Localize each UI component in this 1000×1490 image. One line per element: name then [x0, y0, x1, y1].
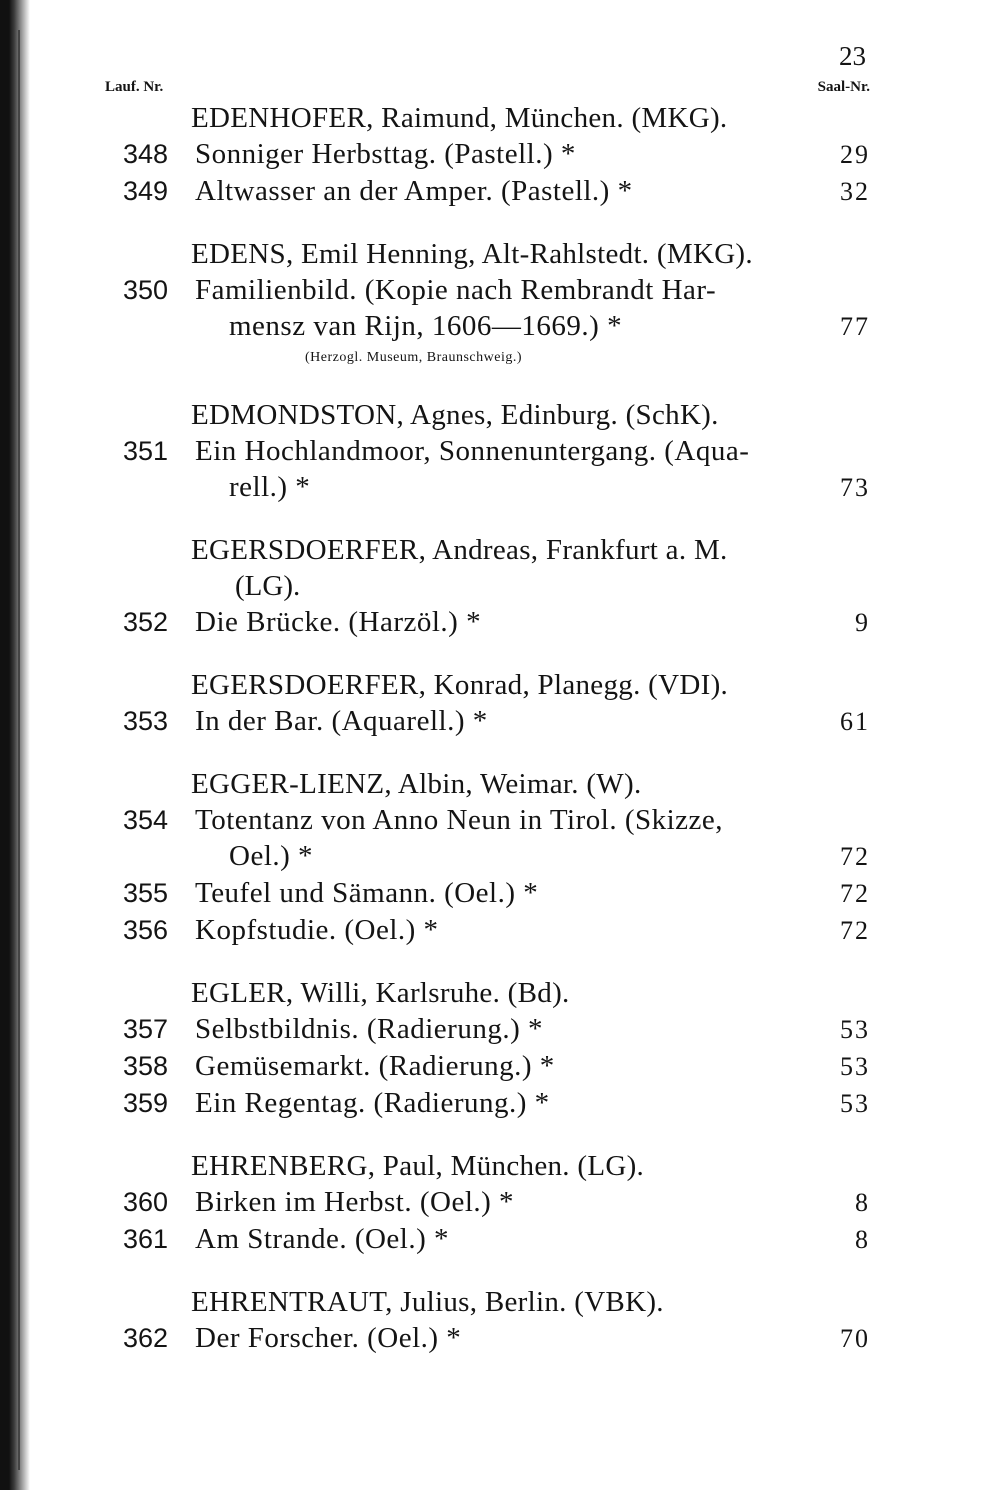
entry-title: Selbstbildnis. (Radierung.) * [195, 1013, 543, 1045]
entry-number: 349 [123, 176, 169, 206]
entry-title: Ein Hochlandmoor, Sonnenuntergang. (Aqua- [195, 435, 750, 467]
catalog-entry [105, 1085, 870, 1122]
artist-block [105, 100, 870, 210]
artist-name: EHRENBERG, Paul, München. (LG). [191, 1150, 645, 1182]
artist-block [105, 236, 870, 371]
room-number: 72 [840, 916, 870, 945]
entry-note: (Herzogl. Museum, Braunschweig.) [305, 350, 523, 365]
artist-block [105, 667, 870, 740]
entry-title: Sonniger Herbsttag. (Pastell.) * [195, 138, 576, 170]
entry-number: 354 [123, 805, 169, 835]
room-number: 53 [840, 1015, 870, 1044]
artist-list [105, 100, 870, 1357]
artist-name: EGERSDOERFER, Andreas, Frankfurt a. M. [191, 534, 728, 566]
entry-number: 362 [123, 1323, 169, 1353]
entry-title: Ein Regentag. (Radierung.) * [195, 1087, 550, 1119]
entry-title: Altwasser an der Amper. (Pastell.) * [195, 175, 633, 207]
catalog-entry [105, 802, 870, 838]
catalog-entry [105, 433, 870, 469]
entry-title: Gemüsemarkt. (Radierung.) * [195, 1050, 555, 1082]
catalog-entry [105, 604, 870, 641]
entry-title-continued: mensz van Rijn, 1606—1669.) * [229, 310, 623, 342]
entry-title-continued: rell.) * [229, 471, 311, 503]
room-number: 73 [840, 473, 870, 502]
artist-name: EDENS, Emil Henning, Alt-Rahlstedt. (MKG). [191, 238, 753, 270]
entry-continuation [105, 838, 870, 875]
room-number: 77 [840, 312, 870, 341]
entry-continuation [105, 469, 870, 506]
entry-title: Birken im Herbst. (Oel.) * [195, 1186, 515, 1218]
page-number: 23 [839, 41, 866, 71]
catalog-entry [105, 272, 870, 308]
room-number: 72 [840, 879, 870, 908]
catalog-entry [105, 1184, 870, 1221]
catalog-entry [105, 1011, 870, 1048]
entry-number: 355 [123, 878, 169, 908]
artist-name: EDENHOFER, Raimund, München. (MKG). [191, 102, 728, 134]
book-spine-shadow [0, 0, 36, 1490]
artist-block [105, 1284, 870, 1357]
entry-title: Die Brücke. (Harzöl.) * [195, 606, 482, 638]
artist-name: EGLER, Willi, Karlsruhe. (Bd). [191, 977, 570, 1009]
entry-number: 348 [123, 139, 169, 169]
catalog-entry [105, 1221, 870, 1258]
room-number: 8 [855, 1225, 870, 1254]
catalog-entry [105, 912, 870, 949]
catalog-entry [105, 1048, 870, 1085]
catalog-entry [105, 703, 870, 740]
room-number: 72 [840, 842, 870, 871]
lauf-nr-header: Lauf. Nr. [105, 79, 164, 95]
artist-block [105, 532, 870, 641]
entry-number: 353 [123, 706, 169, 736]
catalog-entry [105, 875, 870, 912]
entry-title: Der Forscher. (Oel.) * [195, 1322, 462, 1354]
artist-name: EGERSDOERFER, Konrad, Planegg. (VDI). [191, 669, 729, 701]
entry-number: 351 [123, 436, 169, 466]
entry-title: Familienbild. (Kopie nach Rembrandt Har- [195, 274, 717, 306]
column-headers [105, 74, 870, 100]
artist-block [105, 975, 870, 1122]
entry-title: In der Bar. (Aquarell.) * [195, 705, 488, 737]
catalog-page [105, 38, 870, 1357]
artist-block [105, 397, 870, 506]
entry-number: 360 [123, 1187, 169, 1217]
catalog-entry [105, 136, 870, 173]
room-number: 29 [840, 140, 870, 169]
artist-name: EDMONDSTON, Agnes, Edinburg. (SchK). [191, 399, 719, 431]
artist-name-continued: (LG). [235, 570, 301, 602]
entry-number: 357 [123, 1014, 169, 1044]
entry-number: 358 [123, 1051, 169, 1081]
artist-block [105, 1148, 870, 1258]
entry-continuation [105, 308, 870, 345]
entry-number: 350 [123, 275, 169, 305]
artist-block [105, 766, 870, 949]
room-number: 8 [855, 1188, 870, 1217]
room-number: 70 [840, 1324, 870, 1353]
entry-title: Totentanz von Anno Neun in Tirol. (Skizze, [195, 804, 724, 836]
entry-title: Teufel und Sämann. (Oel.) * [195, 877, 539, 909]
entry-number: 356 [123, 915, 169, 945]
room-number: 61 [840, 707, 870, 736]
catalog-entry [105, 173, 870, 210]
entry-number: 352 [123, 607, 169, 637]
entry-title-continued: Oel.) * [229, 840, 314, 872]
entry-number: 361 [123, 1224, 169, 1254]
saal-nr-header: Saal-Nr. [817, 79, 870, 95]
entry-title: Kopfstudie. (Oel.) * [195, 914, 439, 946]
catalog-entry [105, 1320, 870, 1357]
room-number: 9 [855, 608, 870, 637]
entry-number: 359 [123, 1088, 169, 1118]
room-number: 53 [840, 1052, 870, 1081]
room-number: 53 [840, 1089, 870, 1118]
artist-name: EHRENTRAUT, Julius, Berlin. (VBK). [191, 1286, 664, 1318]
entry-title: Am Strande. (Oel.) * [195, 1223, 450, 1255]
artist-name: EGGER-LIENZ, Albin, Weimar. (W). [191, 768, 642, 800]
room-number: 32 [840, 177, 870, 206]
